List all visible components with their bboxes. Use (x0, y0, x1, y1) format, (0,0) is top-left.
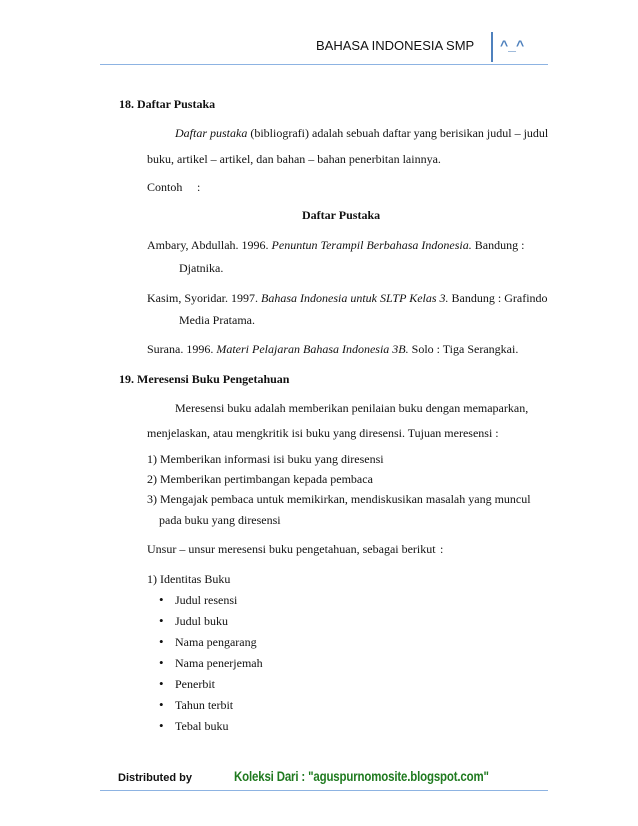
reference-3-publisher: Solo : Tiga Serangkai. (408, 342, 519, 356)
reference-1-cont: Djatnika. (179, 261, 224, 275)
unsur-colon: : (440, 542, 444, 556)
header-divider (491, 32, 493, 62)
reference-3-title: Materi Pelajaran Bahasa Indonesia 3B. (216, 342, 409, 356)
bullet-item: • Tahun terbit (175, 698, 233, 713)
reference-3 (147, 342, 518, 357)
section-18-para-rest: (bibliografi) adalah sebuah daftar yang berisikan judul – judul (247, 126, 549, 140)
header-smiley: ^_^ (500, 37, 525, 53)
goal-item-2: 2) Memberikan pertimbangan kepada pembaca (147, 472, 373, 486)
bibliography-title: Daftar Pustaka (302, 208, 381, 222)
reference-2-title: Bahasa Indonesia untuk SLTP Kelas 3. (261, 291, 449, 305)
bullet-item: • Penerbit (175, 677, 215, 692)
section-19-heading: 19. Meresensi Buku Pengetahuan (119, 372, 290, 386)
goal-item-3: 3) Mengajak pembaca untuk memikirkan, mendiskusikan masalah yang muncul (147, 492, 531, 506)
footer-distributed-by: Distributed by (118, 772, 192, 784)
section-18-para-line2: buku, artikel – artikel, dan bahan – bahan penerbitan lainnya. (147, 152, 441, 166)
reference-2-publisher: Bandung : Grafindo (448, 291, 548, 305)
bullet-item: • Nama pengarang (175, 635, 257, 650)
contoh-colon: : (197, 180, 201, 194)
reference-1-author: Ambary, Abdullah. 1996. (147, 238, 272, 252)
bullet-item: • Judul buku (175, 614, 228, 629)
identitas-buku: 1) Identitas Buku (147, 572, 231, 586)
footer-koleksi: Koleksi Dari : "aguspurnomosite.blogspot.com" (234, 768, 489, 784)
bullet-item: • Nama penerjemah (175, 656, 263, 671)
reference-2-author: Kasim, Syoridar. 1997. (147, 291, 261, 305)
goal-item-3-cont: pada buku yang diresensi (159, 513, 281, 527)
header-title: BAHASA INDONESIA SMP (316, 38, 475, 53)
reference-1 (147, 238, 524, 253)
reference-1-title: Penuntun Terampil Berbahasa Indonesia. (271, 238, 472, 252)
section-19-para-line1: Meresensi buku adalah memberikan penilaian buku dengan memaparkan, (175, 401, 529, 415)
unsur-intro: Unsur – unsur meresensi buku pengetahuan, sebagai berikut (147, 542, 436, 556)
bullet-item: • Judul resensi (175, 593, 237, 608)
footer-rule (100, 790, 548, 791)
section-18-para-line1 (175, 126, 548, 141)
reference-2-cont: Media Pratama. (179, 313, 255, 327)
header-rule (100, 64, 548, 65)
section-19-para-line2: menjelaskan, atau mengkritik isi buku yang diresensi. Tujuan meresensi : (147, 426, 499, 440)
contoh-label: Contoh (147, 180, 183, 194)
goal-item-1: 1) Memberikan informasi isi buku yang diresensi (147, 452, 384, 466)
section-18-heading: 18. Daftar Pustaka (119, 97, 216, 111)
reference-2 (147, 291, 548, 306)
reference-1-publisher: Bandung : (471, 238, 525, 252)
term-daftar-pustaka: Daftar pustaka (175, 126, 248, 140)
reference-3-author: Surana. 1996. (147, 342, 217, 356)
bullet-item: • Tebal buku (175, 719, 228, 734)
